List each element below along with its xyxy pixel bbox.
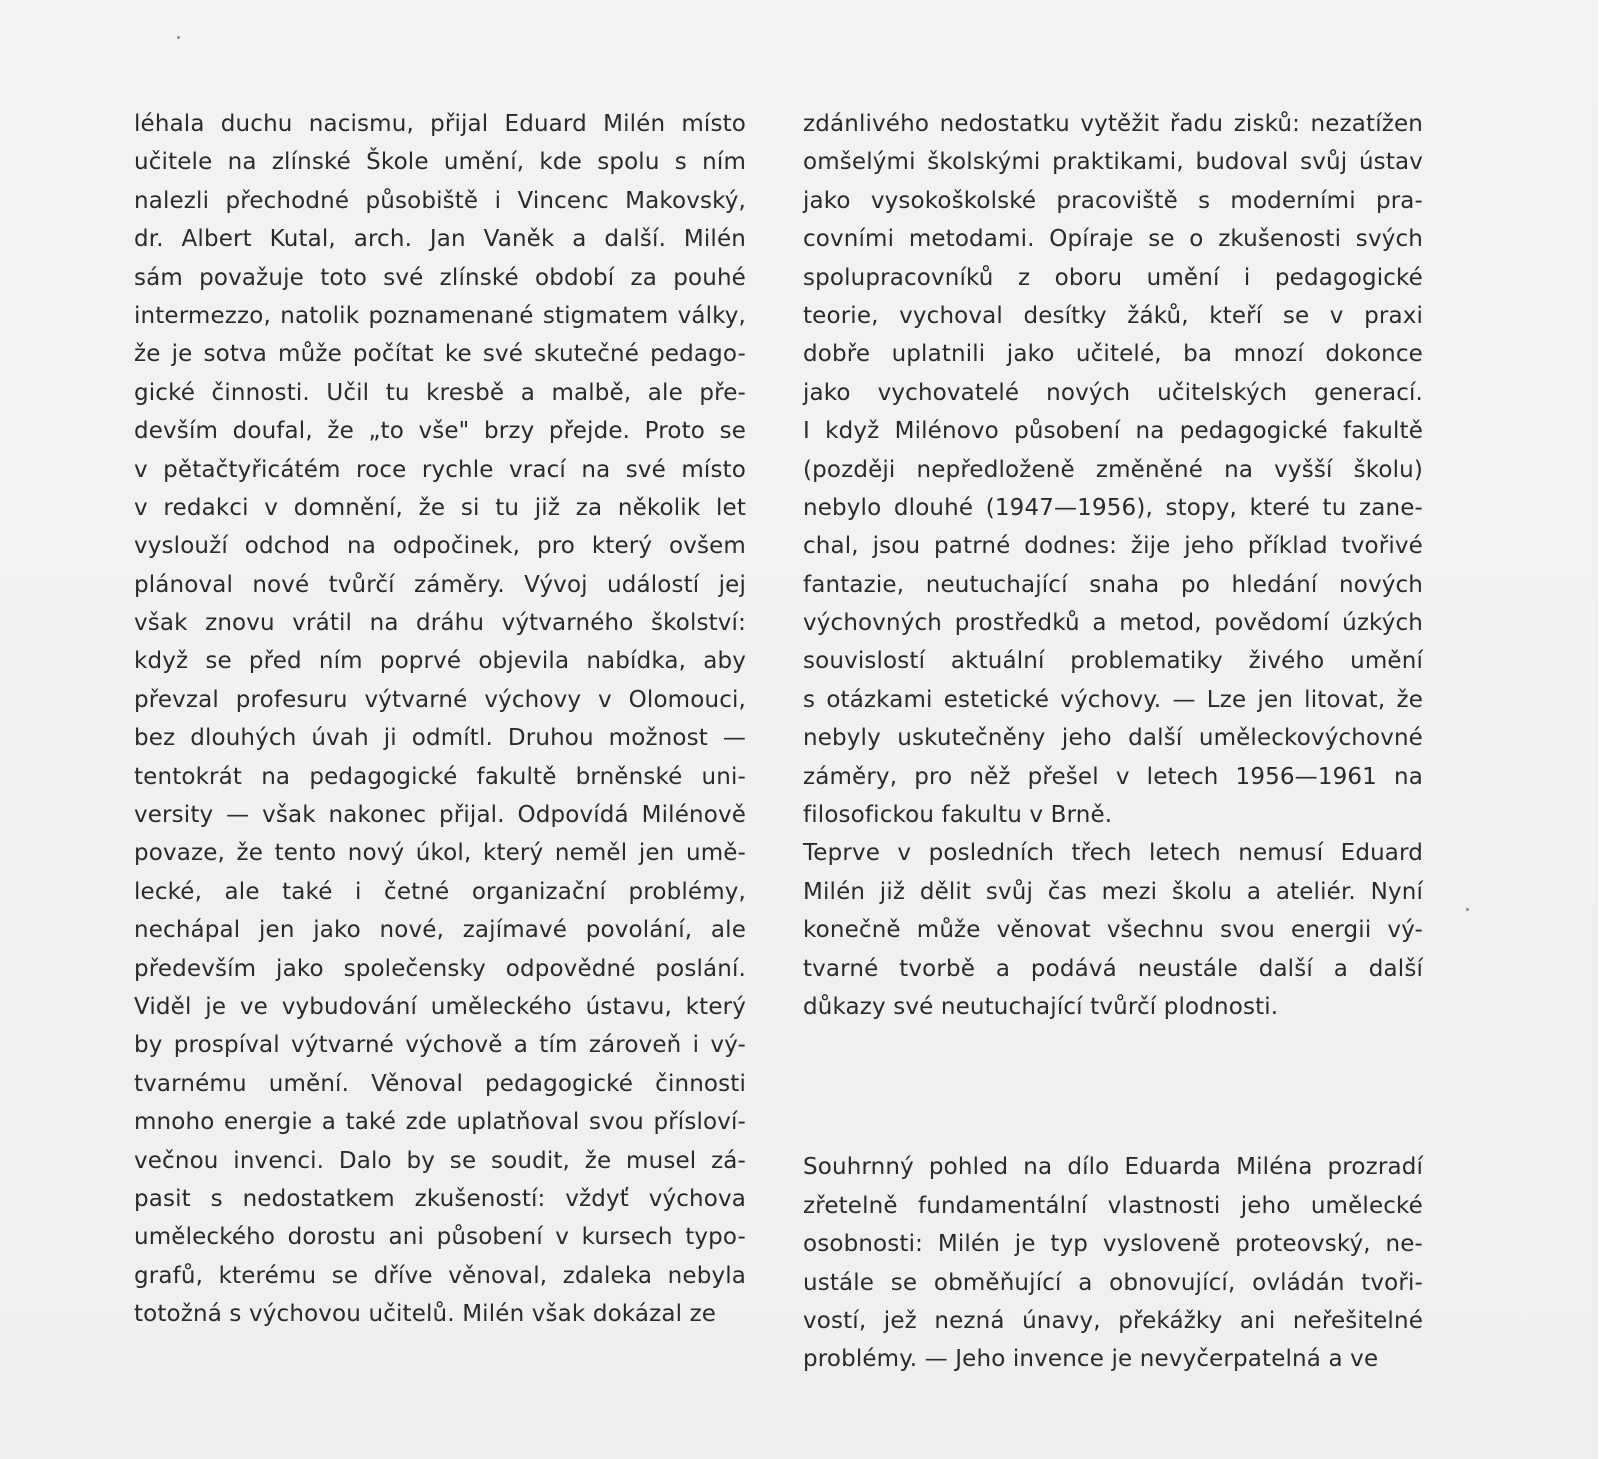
text-line: nebylo dlouhé (1947—1956), stopy, které tu zane- bbox=[803, 494, 1423, 521]
text-line: ustále se obměňující a obnovující, ovládán tvoři- bbox=[803, 1269, 1423, 1296]
paper-speck bbox=[177, 36, 180, 39]
text-line: učitele na zlínské Škole umění, kde spolu s ním bbox=[134, 149, 746, 176]
text-line: když se před ním poprvé objevila nabídka, aby bbox=[134, 648, 746, 675]
text-line: fantazie, neutuchající snaha po hledání nových bbox=[803, 571, 1423, 598]
text-line: teorie, vychoval desítky žáků, kteří se v praxi bbox=[803, 302, 1423, 329]
text-line: dobře uplatnili jako učitelé, ba mnozí dokonce bbox=[803, 341, 1423, 368]
text-line: nechápal jen jako nové, zajímavé povolání, ale bbox=[134, 917, 746, 944]
text-line: filosofickou fakultu v Brně. bbox=[803, 802, 1113, 829]
paragraph-summary bbox=[803, 1148, 1423, 1378]
text-line: však znovu vrátil na dráhu výtvarného školství: bbox=[134, 610, 746, 637]
text-line: s otázkami estetické výchovy. — Lze jen litovat, že bbox=[803, 686, 1423, 713]
text-line: by prospíval výtvarné výchově a tím zároveň i vý- bbox=[134, 1032, 746, 1059]
text-line: zřetelně fundamentální vlastnosti jeho umělecké bbox=[803, 1192, 1423, 1219]
text-line: povaze, že tento nový úkol, který neměl jen umě- bbox=[134, 840, 746, 867]
text-line: důkazy své neutuchající tvůrčí plodnosti. bbox=[803, 993, 1279, 1020]
text-line: totožná s výchovou učitelů. Milén však dokázal ze bbox=[134, 1301, 717, 1328]
text-line: tvarné tvorbě a podává neustále další a další bbox=[803, 955, 1423, 982]
text-line: chal, jsou patrné dodnes: žije jeho příklad tvořivé bbox=[803, 533, 1423, 560]
text-line: covními metodami. Opíraje se o zkušenosti svých bbox=[803, 226, 1423, 253]
text-line: (později nepředloženě změněné na vyšší školu) bbox=[803, 456, 1423, 483]
text-line: grafů, kterému se dříve věnoval, zdaleka nebyla bbox=[134, 1262, 746, 1289]
text-line: gické činnosti. Učil tu kresbě a malbě, ale pře- bbox=[134, 379, 746, 406]
text-line: bez dlouhých úvah ji odmítl. Druhou možnost — bbox=[134, 725, 746, 752]
text-line: I když Milénovo působení na pedagogické fakultě bbox=[803, 418, 1423, 445]
text-line: uměleckého dorostu ani působení v kursech typo- bbox=[134, 1224, 746, 1251]
text-line: sám považuje toto své zlínské období za pouhé bbox=[134, 264, 746, 291]
text-line: pasit s nedostatkem zkušeností: vždyť výchova bbox=[134, 1185, 746, 1212]
text-line: v pětačtyřicátém roce rychle vrací na své místo bbox=[134, 456, 746, 483]
text-line: plánoval nové tvůrčí záměry. Vývoj událostí jej bbox=[134, 571, 746, 598]
text-line: léhala duchu nacismu, přijal Eduard Milén místo bbox=[134, 111, 746, 137]
paper-speck bbox=[1466, 908, 1469, 911]
text-line: Souhrnný pohled na dílo Eduarda Miléna prozradí bbox=[803, 1154, 1423, 1181]
text-line: mnoho energie a také zde uplatňoval svou přísloví- bbox=[134, 1109, 746, 1136]
text-line: Milén již dělit svůj čas mezi školu a ateliér. Nyní bbox=[803, 878, 1423, 905]
text-line: vostí, jež nezná únavy, překážky ani neřešitelné bbox=[803, 1307, 1423, 1334]
text-line: vyslouží odchod na odpočinek, pro který ovšem bbox=[134, 533, 746, 560]
paragraph-recent-years bbox=[803, 834, 1423, 1026]
text-line: omšelými školskými praktikami, budoval svůj ústav bbox=[803, 149, 1423, 176]
left-text-column bbox=[134, 105, 746, 1334]
text-line: převzal profesuru výtvarné výchovy v Olomouci, bbox=[134, 686, 746, 713]
text-line: dr. Albert Kutal, arch. Jan Vaněk a další. Milén bbox=[134, 226, 746, 253]
right-text-column bbox=[803, 105, 1423, 1379]
text-line: Viděl je ve vybudování uměleckého ústavu, který bbox=[134, 993, 746, 1020]
text-line: tentokrát na pedagogické fakultě brněnské uni- bbox=[134, 763, 746, 790]
text-line: jako vychovatelé nových učitelských generací. bbox=[803, 379, 1423, 406]
text-line: výchovných prostředků a metod, povědomí úzkých bbox=[803, 610, 1423, 637]
text-line: osobnosti: Milén je typ vysloveně proteovský, ne- bbox=[803, 1231, 1423, 1258]
text-line: souvislostí aktuální problematiky živého umění bbox=[803, 648, 1423, 675]
text-line: jako vysokoškolské pracoviště s moderními pra- bbox=[803, 187, 1423, 214]
text-line: devším doufal, že „to vše" brzy přejde. Proto se bbox=[134, 418, 746, 445]
text-line: intermezzo, natolik poznamenané stigmatem války, bbox=[134, 302, 746, 329]
text-line: problémy. — Jeho invence je nevyčerpatelná a ve bbox=[803, 1346, 1379, 1373]
paragraph-continuation bbox=[803, 105, 1423, 834]
text-line: nebyly uskutečněny jeho další uměleckovýchovné bbox=[803, 725, 1423, 752]
text-line: tvarnému umění. Věnoval pedagogické činnosti bbox=[134, 1070, 746, 1097]
text-line: versity — však nakonec přijal. Odpovídá Milénově bbox=[134, 802, 746, 829]
text-line: konečně může věnovat všechnu svou energii vý- bbox=[803, 917, 1423, 944]
text-line: lecké, ale také i četné organizační problémy, bbox=[134, 878, 746, 905]
text-line: že je sotva může počítat ke své skutečné pedago- bbox=[134, 341, 746, 368]
text-line: Teprve v posledních třech letech nemusí Eduard bbox=[803, 840, 1423, 867]
text-line: záměry, pro něž přešel v letech 1956—1961 na bbox=[803, 763, 1423, 790]
text-line: především jako společensky odpovědné poslání. bbox=[134, 955, 746, 982]
section-gap bbox=[803, 1026, 1423, 1148]
text-line: nalezli přechodné působiště i Vincenc Makovský, bbox=[134, 187, 746, 214]
text-line: večnou invenci. Dalo by se soudit, že musel zá- bbox=[134, 1147, 746, 1174]
text-line: zdánlivého nedostatku vytěžit řadu zisků: nezatížen bbox=[803, 111, 1423, 137]
text-line: v redakci v domnění, že si tu již za několik let bbox=[134, 494, 746, 521]
text-line: spolupracovníků z oboru umění i pedagogické bbox=[803, 264, 1423, 291]
